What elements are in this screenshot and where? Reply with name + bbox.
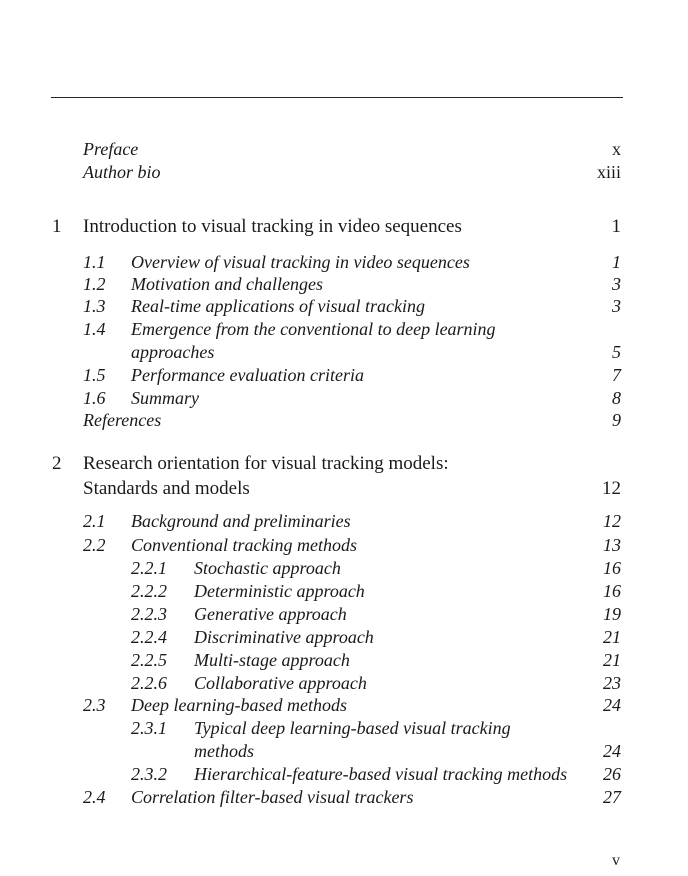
subsection-title: Generative approach [194,604,347,624]
chapter-page: 12 [602,478,621,499]
section-page: 7 [612,365,621,385]
toc-subsection[interactable] [0,648,688,672]
references-page: 9 [612,410,621,430]
subsection-title: Typical deep learning-based visual tracking [194,718,511,738]
toc-section[interactable] [0,533,688,557]
toc-section[interactable] [0,363,688,387]
chapter-title: Introduction to visual tracking in video sequences [83,216,462,237]
toc-section[interactable] [0,294,688,318]
section-number: 2.2 [83,535,106,555]
references-title: References [83,410,162,430]
toc-section[interactable] [0,272,688,296]
toc-section[interactable] [0,386,688,410]
chapter-page: 1 [611,216,621,237]
section-title: Overview of visual tracking in video sequences [131,252,470,272]
subsection-title-continued: methods [194,741,254,761]
section-page: 12 [603,511,621,531]
toc-entry-preface[interactable] [0,137,688,161]
toc-subsection[interactable] [0,556,688,580]
toc-section[interactable] [0,785,688,809]
section-number: 2.1 [83,511,106,531]
subsection-title: Discriminative approach [194,627,374,647]
subsection-number: 2.3.1 [131,718,167,738]
section-title: Summary [131,388,199,408]
subsection-number: 2.2.5 [131,650,167,670]
toc-entry-author-bio[interactable] [0,160,688,184]
toc-references[interactable] [0,408,688,432]
section-page: 1 [612,252,621,272]
entry-page: x [612,139,621,159]
toc-subsection[interactable] [0,602,688,626]
subsection-title: Deterministic approach [194,581,365,601]
toc-subsection[interactable] [0,762,688,786]
section-title: Conventional tracking methods [131,535,357,555]
subsection-page: 24 [603,741,621,761]
subsection-page: 21 [603,627,621,647]
entry-title: Preface [83,139,139,159]
section-title: Real-time applications of visual tracking [131,296,425,316]
toc-subsection[interactable] [0,625,688,649]
section-page: 13 [603,535,621,555]
section-page: 3 [612,274,621,294]
section-title: Background and preliminaries [131,511,351,531]
section-title: Performance evaluation criteria [131,365,364,385]
subsection-number: 2.2.2 [131,581,167,601]
toc-subsection[interactable] [0,716,688,740]
toc-section-continued[interactable] [0,340,688,364]
subsection-number: 2.2.6 [131,673,167,693]
section-page: 27 [603,787,621,807]
toc-chapter-2[interactable] [0,452,688,476]
chapter-title-continued: Standards and models [83,478,250,499]
section-number: 1.3 [83,296,106,316]
subsection-title: Hierarchical-feature-based visual tracking methods [194,764,568,784]
section-title: Motivation and challenges [131,274,323,294]
subsection-page: 23 [603,673,621,693]
entry-page: xiii [596,162,621,182]
chapter-number: 1 [52,216,62,237]
section-number: 1.1 [83,252,106,272]
subsection-page: 16 [603,581,621,601]
section-page: 5 [612,342,621,362]
entry-title: Author bio [83,162,161,182]
subsection-number: 2.3.2 [131,764,167,784]
toc-subsection[interactable] [0,579,688,603]
toc-chapter-2-continued[interactable] [0,477,688,501]
section-number: 1.6 [83,388,106,408]
subsection-title: Stochastic approach [194,558,341,578]
section-title: Emergence from the conventional to deep learning [131,319,496,339]
section-title: Deep learning-based methods [131,695,347,715]
toc-section[interactable] [0,317,688,341]
page-number: v [612,852,620,869]
toc-section[interactable] [0,250,688,274]
chapter-number: 2 [52,453,62,474]
section-title-continued: approaches [131,342,215,362]
section-number: 1.2 [83,274,106,294]
toc-subsection-continued[interactable] [0,739,688,763]
section-title: Correlation filter-based visual trackers [131,787,414,807]
subsection-page: 16 [603,558,621,578]
header-rule [51,97,623,98]
subsection-number: 2.2.1 [131,558,167,578]
toc-section[interactable] [0,693,688,717]
subsection-title: Multi-stage approach [194,650,350,670]
subsection-number: 2.2.4 [131,627,167,647]
subsection-page: 19 [603,604,621,624]
section-page: 8 [612,388,621,408]
section-page: 24 [603,695,621,715]
chapter-title: Research orientation for visual tracking models: [83,453,449,474]
subsection-page: 26 [603,764,621,784]
toc-section[interactable] [0,509,688,533]
subsection-title: Collaborative approach [194,673,367,693]
subsection-number: 2.2.3 [131,604,167,624]
toc-chapter-1[interactable] [0,215,688,239]
section-page: 3 [612,296,621,316]
toc-subsection[interactable] [0,671,688,695]
section-number: 2.3 [83,695,106,715]
section-number: 1.4 [83,319,106,339]
section-number: 1.5 [83,365,106,385]
subsection-page: 21 [603,650,621,670]
section-number: 2.4 [83,787,106,807]
